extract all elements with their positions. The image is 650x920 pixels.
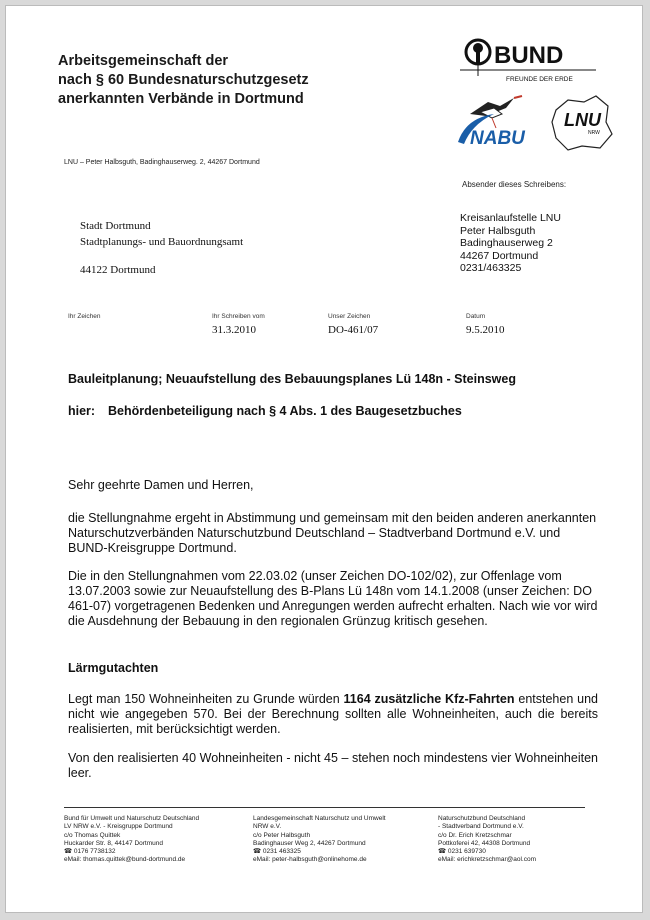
section-heading: Lärmgutachten [68, 661, 159, 675]
footer-line: c/o Thomas Quittek [64, 831, 121, 839]
footer-line: Landesgemeinschaft Naturschutz und Umwelt [253, 815, 386, 822]
letterhead-line: anerkannten Verbände in Dortmund [58, 91, 304, 107]
paragraph-3-emphasis: 1164 zusätzliche Kfz-Fahrten [343, 692, 515, 706]
footer-line: c/o Peter Halbsguth [253, 831, 311, 839]
subject-line: Bauleitplanung; Neuaufstellung des Bebauungsplanes Lü 148n - Steinsweg [68, 372, 516, 386]
sender-line: Badinghauserweg 2 [460, 237, 553, 249]
subject-detail-label: hier: [68, 404, 96, 418]
bund-logo [456, 36, 606, 90]
footer-line: eMail: erichkretzschmar@aol.com [438, 856, 536, 864]
reference-value-date: 9.5.2010 [466, 324, 505, 336]
reference-value-your-letter: 31.3.2010 [212, 324, 256, 336]
nabu-logo [456, 92, 551, 150]
lnu-logo [546, 92, 616, 154]
sender-line: Peter Halbsguth [460, 224, 536, 237]
letterhead-line: Arbeitsgemeinschaft der [58, 53, 229, 69]
lnu-region: NRW [588, 130, 600, 136]
lnu-wordmark: LNU [564, 110, 601, 130]
letter-page [6, 6, 642, 912]
footer-divider [64, 807, 585, 808]
sender-line: 0231/463325 [460, 262, 522, 274]
footer-line: Huckarder Str. 8, 44147 Dortmund [64, 839, 163, 847]
nabu-wordmark: NABU [470, 128, 525, 149]
sender-line: Kreisanlaufstelle LNU [460, 212, 561, 224]
letterhead-organization [58, 52, 309, 109]
bund-wordmark: BUND [494, 42, 564, 69]
footer-column-nabu [438, 815, 536, 865]
paragraph-1: die Stellungnahme ergeht in Abstimmung und gemeinsam mit den beiden anderen anerkannten Naturschutzverbänden Naturschutzbund Deutschland – Stadtverband Dortmund e.V. und BUND-Kreisgruppe Dortmund. [68, 511, 597, 555]
paragraph-3-end: entstehen und nicht wie angegeben 570. Bei der Berechnung sollten alle Wohneinheiten, auch die bereits realisierten, mit berücksichtigt werden. [68, 692, 598, 736]
recipient-address [80, 218, 243, 278]
recipient-line: Stadtplanungs- und Bauordnungsamt [80, 236, 244, 248]
subject-detail-text: Behördenbeteiligung nach § 4 Abs. 1 des Baugesetzbuches [108, 404, 462, 418]
footer-line: Pottkoferei 42, 44308 Dortmund [438, 839, 531, 847]
footer-line: NRW e.V. [253, 823, 282, 831]
sender-line: 44267 Dortmund [460, 249, 539, 262]
sender-label: Absender dieses Schreibens: [462, 180, 567, 189]
letterhead-line: nach § 60 Bundesnaturschutzgesetz [58, 72, 309, 88]
footer-line: Naturschutzbund Deutschland [438, 815, 526, 822]
return-address-line: LNU – Peter Halbsguth, Badinghauserweg. 2, 44267 Dortmund [64, 159, 260, 166]
footer-column-bund [64, 815, 199, 865]
footer-line: c/o Dr. Erich Kretzschmar [438, 831, 512, 839]
footer-line: LV NRW e.V. - Kreisgruppe Dortmund [64, 823, 173, 831]
footer-line: - Stadtverband Dortmund e.V. [438, 823, 524, 831]
paragraph-3 [68, 692, 598, 737]
reference-label-our-sign: Unser Zeichen [328, 313, 371, 320]
reference-label-your-sign: Ihr Zeichen [68, 313, 101, 320]
footer-line: Badinghauser Weg 2, 44267 Dortmund [253, 839, 366, 847]
salutation: Sehr geehrte Damen und Herren, [68, 478, 254, 492]
reference-label-your-letter: Ihr Schreiben vom [212, 313, 265, 320]
paragraph-4: Von den realisierten 40 Wohneinheiten - nicht 45 – stehen noch mindestens vier Wohneinheiten leer. [68, 751, 598, 780]
footer-line: ☎ 0231 639730 [438, 848, 486, 856]
paragraph-3-start: Legt man 150 Wohneinheiten zu Grunde würden [68, 692, 344, 706]
recipient-line: Stadt Dortmund [80, 220, 151, 232]
footer-line: eMail: peter-halbsguth@onlinehome.de [253, 856, 367, 864]
subject-detail [68, 404, 462, 418]
footer-line: Bund für Umwelt und Naturschutz Deutschland [64, 815, 200, 822]
bund-tagline: FREUNDE DER ERDE [506, 76, 573, 83]
footer-line: ☎ 0176 7738132 [64, 848, 116, 856]
footer-line: eMail: thomas.quittek@bund-dortmund.de [64, 856, 186, 864]
paragraph-2: Die in den Stellungnahmen vom 22.03.02 (unser Zeichen DO-102/02), zur Offenlage vom 13.07.2003 sowie zur Neuaufstellung des B-Plans Lü 148n vom 14.1.2008 (unser Zeichen: DO 461-07) vorgetragenen Bedenken und Anregungen werden aufrecht erhalten. Nach wie vor wird die Ausdehnung der Bebauung in den regionalen Grünzug kritisch gesehen. [68, 569, 598, 628]
footer-line: ☎ 0231 463325 [253, 848, 301, 856]
reference-value-our-sign: DO-461/07 [328, 324, 379, 336]
sender-address [460, 212, 561, 275]
reference-label-date: Datum [466, 313, 486, 320]
recipient-city: 44122 Dortmund [80, 264, 156, 276]
footer-column-lnu [253, 815, 386, 865]
